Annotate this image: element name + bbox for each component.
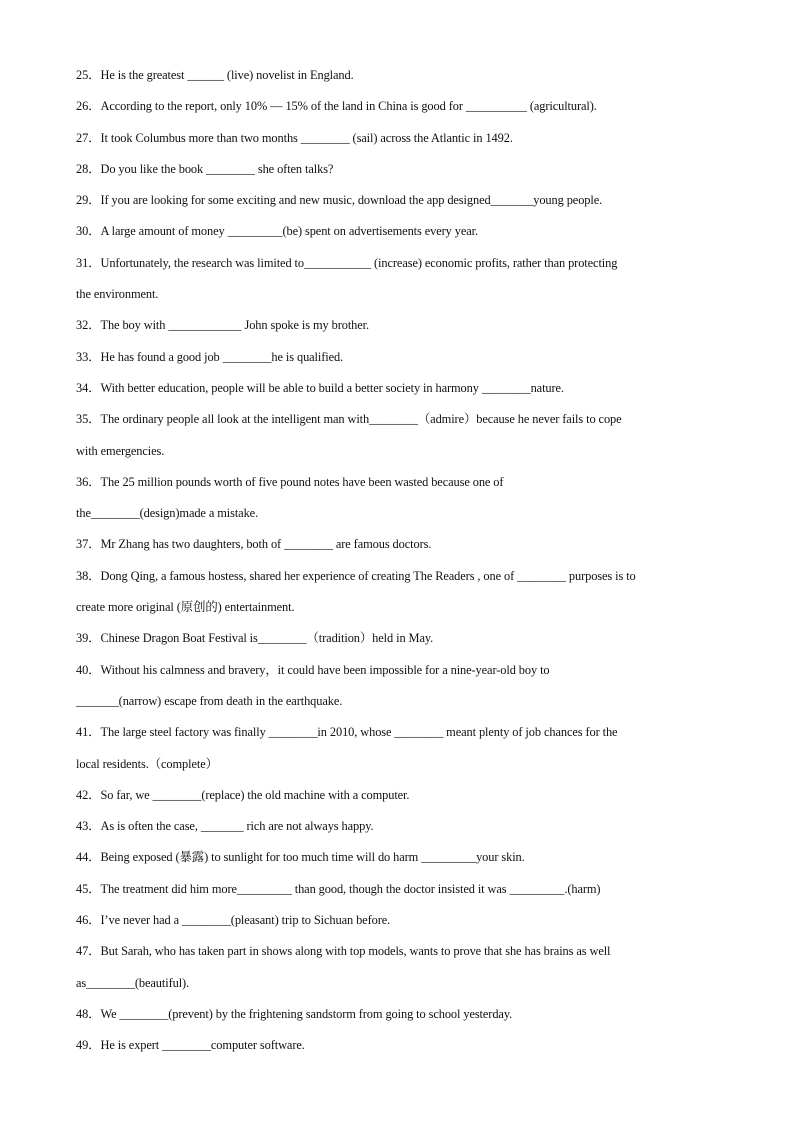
question-39: 39．Chinese Dragon Boat Festival is________（tradition）held in May. [76, 631, 434, 646]
question-45: 45．The treatment did him more_________ than good, though the doctor insisted it was _________.(harm) [76, 881, 601, 896]
question-29: 29．If you are looking for some exciting and new music, download the app designed_______young people. [76, 193, 603, 208]
question-44: 44．Being exposed (暴露) to sunlight for too much time will do harm _________your skin. [76, 850, 525, 865]
question-28: 28．Do you like the book ________ she often talks? [76, 161, 334, 176]
question-48: 48．We ________(prevent) by the frightening sandstorm from going to school yesterday. [76, 1006, 513, 1021]
question-40-continued: _______(narrow) escape from death in the earthquake. [76, 693, 343, 708]
question-46: 46．I’ve never had a ________(pleasant) trip to Sichuan before. [76, 913, 391, 928]
exercise-sheet [76, 60, 726, 1062]
question-38-continued: create more original (原创的) entertainment. [76, 600, 295, 615]
question-37: 37．Mr Zhang has two daughters, both of ________ are famous doctors. [76, 537, 432, 552]
question-31-continued: the environment. [76, 287, 159, 302]
question-26: 26．According to the report, only 10% — 15% of the land in China is good for __________ (agricultural). [76, 99, 597, 114]
question-47: 47．But Sarah, who has taken part in shows along with top models, wants to prove that she has brains as well [76, 944, 611, 959]
question-36-continued: the________(design)made a mistake. [76, 506, 259, 521]
question-43: 43．As is often the case, _______ rich are not always happy. [76, 819, 374, 834]
question-36: 36．The 25 million pounds worth of five pound notes have been wasted because one of [76, 474, 504, 489]
question-32: 32．The boy with ____________ John spoke is my brother. [76, 318, 369, 333]
question-49: 49．He is expert ________computer software. [76, 1038, 305, 1053]
question-34: 34．With better education, people will be able to build a better society in harmony ________nature. [76, 380, 564, 395]
question-30: 30．A large amount of money _________(be) spent on advertisements every year. [76, 224, 478, 239]
question-27: 27．It took Columbus more than two months ________ (sail) across the Atlantic in 1492. [76, 130, 513, 145]
question-31: 31．Unfortunately, the research was limited to___________ (increase) economic profits, rather than protecting [76, 255, 618, 270]
question-35-continued: with emergencies. [76, 443, 165, 458]
question-33: 33．He has found a good job ________he is qualified. [76, 349, 344, 364]
question-25: 25．He is the greatest ______ (live) novelist in England. [76, 68, 354, 82]
question-41-continued: local residents.（complete） [76, 756, 218, 771]
question-42: 42．So far, we ________(replace) the old machine with a computer. [76, 787, 410, 802]
question-41: 41．The large steel factory was finally ________in 2010, whose ________ meant plenty of job chances for the [76, 725, 618, 740]
question-38: 38．Dong Qing, a famous hostess, shared her experience of creating The Readers , one of ________ purposes is to [76, 568, 636, 583]
question-47-continued: as________(beautiful). [76, 975, 190, 990]
question-40: 40．Without his calmness and bravery，it could have been impossible for a nine-year-old boy to [76, 662, 550, 677]
question-35: 35．The ordinary people all look at the intelligent man with________（admire）because he never fails to cope [76, 412, 622, 427]
